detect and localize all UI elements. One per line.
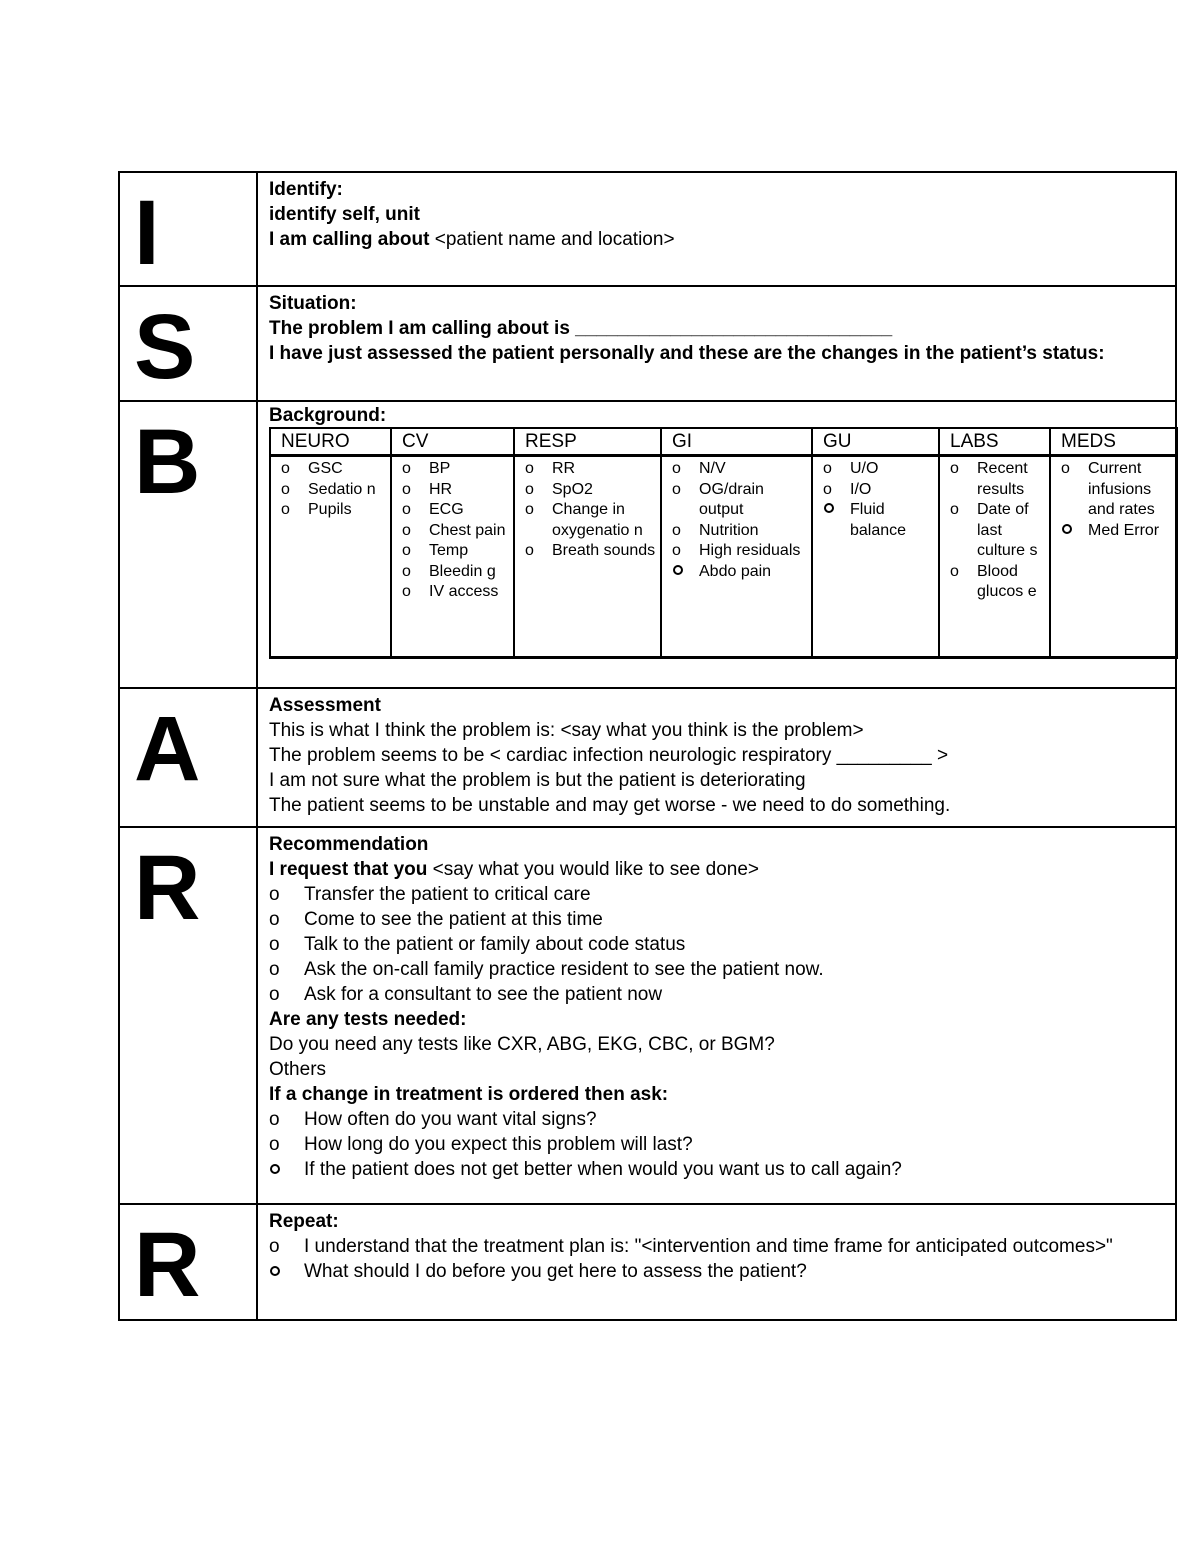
checklist-item xyxy=(823,500,936,541)
checklist-item xyxy=(402,500,511,521)
situation-assessed-line: I have just assessed the patient personally and these are the changes in the patient’s status: xyxy=(269,343,1105,364)
bullet-icon xyxy=(269,1259,304,1284)
background-checklist xyxy=(269,427,1178,659)
request-value: <say what you would like to see done> xyxy=(432,859,760,880)
checklist-item-text: SpO2 xyxy=(552,480,593,498)
bullet-icon: o xyxy=(269,909,280,930)
checklist-column xyxy=(1050,456,1177,658)
repeat-letter: R xyxy=(119,1204,257,1320)
background-content xyxy=(257,401,1176,688)
bullet-icon: o xyxy=(525,501,534,518)
checklist-item xyxy=(1061,521,1174,542)
option-item xyxy=(269,1157,1165,1182)
bullet-icon: o xyxy=(281,480,290,498)
bullet-icon: o xyxy=(269,884,280,905)
option-item xyxy=(269,1259,1165,1284)
option-item xyxy=(269,932,1165,957)
checklist-item xyxy=(281,500,388,521)
checklist-item-text: I/O xyxy=(850,480,872,498)
checklist-item-text: Recent results xyxy=(977,460,1028,498)
bullet-icon: o xyxy=(281,501,290,518)
checklist-column-header: LABS xyxy=(939,428,1050,456)
checklist-item-text: High residuals xyxy=(699,542,801,559)
checklist-item xyxy=(672,521,809,542)
change-heading: If a change in treatment is ordered then ask: xyxy=(269,1084,669,1105)
checklist-item-text: Date of last culture s xyxy=(977,501,1038,559)
checklist-column-header: CV xyxy=(391,428,514,456)
checklist-item-text: Med Error xyxy=(1088,521,1160,539)
checklist-item-text: RR xyxy=(552,460,576,477)
option-text: How long do you expect this problem will last? xyxy=(304,1134,693,1155)
recommendation-content xyxy=(257,827,1176,1204)
change-options xyxy=(269,1107,1165,1182)
bullet-icon: o xyxy=(950,501,959,518)
assessment-heading: Assessment xyxy=(269,695,381,716)
option-item xyxy=(269,1107,1165,1132)
checklist-item-text: Change in oxygenatio n xyxy=(552,501,643,539)
repeat-row xyxy=(119,1204,1176,1320)
checklist-item-text: Nutrition xyxy=(699,521,759,539)
checklist-item xyxy=(402,582,511,603)
isbar-table xyxy=(118,171,1177,1321)
bullet-icon: o xyxy=(402,480,411,498)
situation-content xyxy=(257,286,1176,401)
background-letter: B xyxy=(119,401,257,688)
identify-letter: I xyxy=(119,172,257,286)
checklist-item xyxy=(672,480,809,521)
checklist-item xyxy=(402,562,511,583)
checklist-column-header: RESP xyxy=(514,428,661,456)
checklist-item xyxy=(672,562,809,583)
option-item xyxy=(269,1132,1165,1157)
checklist-item-text: Breath sounds xyxy=(552,542,656,559)
checklist-item xyxy=(402,459,511,480)
checklist-item xyxy=(525,541,658,562)
option-text: Come to see the patient at this time xyxy=(304,909,603,930)
bullet-icon: o xyxy=(269,1236,280,1257)
checklist-item xyxy=(1061,459,1174,521)
bullet-icon: o xyxy=(823,480,832,498)
bullet-icon xyxy=(823,500,850,541)
identify-heading: Identify: xyxy=(269,179,343,200)
situation-problem-line: The problem I am calling about is ______________________________ xyxy=(269,318,893,339)
situation-letter: S xyxy=(119,286,257,401)
recommendation-letter: R xyxy=(119,827,257,1204)
bullet-icon: o xyxy=(402,501,411,518)
bullet-icon: o xyxy=(402,583,411,600)
option-text: Transfer the patient to critical care xyxy=(304,884,591,905)
checklist-item xyxy=(672,459,809,480)
option-text: Ask the on-call family practice resident to see the patient now. xyxy=(304,959,824,980)
bullet-icon: o xyxy=(950,562,959,580)
checklist-item xyxy=(281,459,388,480)
checklist-column-header: GU xyxy=(812,428,939,456)
checklist-item xyxy=(525,500,658,541)
option-item xyxy=(269,907,1165,932)
tests-line: Do you need any tests like CXR, ABG, EKG, CBC, or BGM? xyxy=(269,1034,775,1055)
checklist-column-header: NEURO xyxy=(270,428,391,456)
checklist-item xyxy=(402,541,511,562)
bullet-icon: o xyxy=(672,480,681,498)
checklist-item-text: ECG xyxy=(429,501,464,518)
checklist-item xyxy=(525,459,658,480)
checklist-item xyxy=(402,480,511,501)
assessment-line: The patient seems to be unstable and may get worse - we need to do something. xyxy=(269,795,951,816)
checklist-column-header: GI xyxy=(661,428,812,456)
checklist-item-text: U/O xyxy=(850,460,879,477)
checklist-item xyxy=(672,541,809,562)
option-text: If the patient does not get better when would you want us to call again? xyxy=(304,1159,902,1180)
repeat-heading: Repeat: xyxy=(269,1211,339,1232)
bullet-icon: o xyxy=(823,460,832,477)
checklist-item-text: N/V xyxy=(699,460,726,477)
assessment-content xyxy=(257,688,1176,827)
option-item xyxy=(269,957,1165,982)
option-text: Ask for a consultant to see the patient now xyxy=(304,984,663,1005)
bullet-icon: o xyxy=(402,562,411,580)
bullet-icon: o xyxy=(269,1134,280,1155)
option-item xyxy=(269,982,1165,1007)
checklist-item-text: Pupils xyxy=(308,501,352,518)
bullet-icon xyxy=(269,1157,304,1182)
checklist-item xyxy=(525,480,658,501)
repeat-options xyxy=(269,1234,1165,1284)
option-item xyxy=(269,882,1165,907)
bullet-icon: o xyxy=(269,959,280,980)
recommendation-row xyxy=(119,827,1176,1204)
option-text: How often do you want vital signs? xyxy=(304,1109,597,1130)
bullet-icon: o xyxy=(950,460,959,477)
bullet-icon: o xyxy=(269,934,280,955)
checklist-item-text: Abdo pain xyxy=(699,562,772,580)
checklist-item-text: Chest pain xyxy=(429,521,506,539)
bullet-icon: o xyxy=(525,480,534,498)
bullet-icon: o xyxy=(402,460,411,477)
situation-row xyxy=(119,286,1176,401)
checklist-item-text: GSC xyxy=(308,460,343,477)
bullet-icon: o xyxy=(269,1109,280,1130)
assessment-line: The problem seems to be < cardiac infection neurologic respiratory _________ > xyxy=(269,745,949,766)
bullet-icon: o xyxy=(672,460,681,477)
repeat-content xyxy=(257,1204,1176,1320)
recommendation-options xyxy=(269,882,1165,1007)
checklist-item xyxy=(950,459,1047,500)
checklist-item-text: Fluid balance xyxy=(850,501,907,539)
checklist-column xyxy=(270,456,391,658)
checklist-item-text: Sedatio n xyxy=(308,480,376,498)
bullet-icon: o xyxy=(402,521,411,539)
checklist-column xyxy=(514,456,661,658)
bullet-icon: o xyxy=(672,521,681,539)
identify-row xyxy=(119,172,1176,286)
checklist-item-text: Bleedin g xyxy=(429,562,496,580)
assessment-line: I am not sure what the problem is but the patient is deteriorating xyxy=(269,770,806,791)
checklist-item-text: Temp xyxy=(429,542,469,559)
option-text: What should I do before you get here to assess the patient? xyxy=(304,1261,807,1282)
checklist-item xyxy=(402,521,511,542)
identify-content xyxy=(257,172,1176,286)
bullet-icon: o xyxy=(525,542,534,559)
checklist-column xyxy=(661,456,812,658)
checklist-item-text: BP xyxy=(429,460,451,477)
bullet-icon: o xyxy=(281,460,290,477)
checklist-item xyxy=(950,562,1047,603)
others-line: Others xyxy=(269,1059,327,1080)
bullet-icon: o xyxy=(1061,460,1070,477)
bullet-icon: o xyxy=(672,542,681,559)
checklist-body-row xyxy=(270,456,1177,658)
assessment-line: This is what I think the problem is: <say what you think is the problem> xyxy=(269,720,864,741)
calling-about-label: I am calling about xyxy=(269,229,435,250)
calling-about-value: <patient name and location> xyxy=(434,229,675,250)
checklist-column xyxy=(939,456,1050,658)
checklist-item-text: Current infusions and rates xyxy=(1088,460,1155,518)
checklist-item-text: HR xyxy=(429,480,453,498)
checklist-item xyxy=(281,480,388,501)
checklist-column xyxy=(391,456,514,658)
assessment-letter: A xyxy=(119,688,257,827)
request-label: I request that you xyxy=(269,859,433,880)
checklist-item xyxy=(823,480,936,501)
option-item xyxy=(269,1234,1165,1259)
bullet-icon xyxy=(1061,521,1088,542)
tests-heading: Are any tests needed: xyxy=(269,1009,467,1030)
bullet-icon: o xyxy=(269,984,280,1005)
checklist-item-text: IV access xyxy=(429,583,499,600)
assessment-row xyxy=(119,688,1176,827)
checklist-header-row xyxy=(270,428,1177,456)
background-row xyxy=(119,401,1176,688)
bullet-icon: o xyxy=(402,542,411,559)
checklist-item xyxy=(950,500,1047,562)
checklist-item xyxy=(823,459,936,480)
option-text: I understand that the treatment plan is: "<intervention and time frame for anticipated outcomes>" xyxy=(304,1236,1113,1257)
checklist-item-text: Blood glucos e xyxy=(977,562,1037,600)
checklist-item-text: OG/drain output xyxy=(699,480,764,518)
bullet-icon xyxy=(672,562,699,583)
background-heading: Background: xyxy=(269,405,387,426)
option-text: Talk to the patient or family about code status xyxy=(304,934,686,955)
identify-self-line: identify self, unit xyxy=(269,204,420,225)
bullet-icon: o xyxy=(525,460,534,477)
situation-heading: Situation: xyxy=(269,293,357,314)
checklist-column xyxy=(812,456,939,658)
recommendation-heading: Recommendation xyxy=(269,834,429,855)
checklist-column-header: MEDS xyxy=(1050,428,1177,456)
